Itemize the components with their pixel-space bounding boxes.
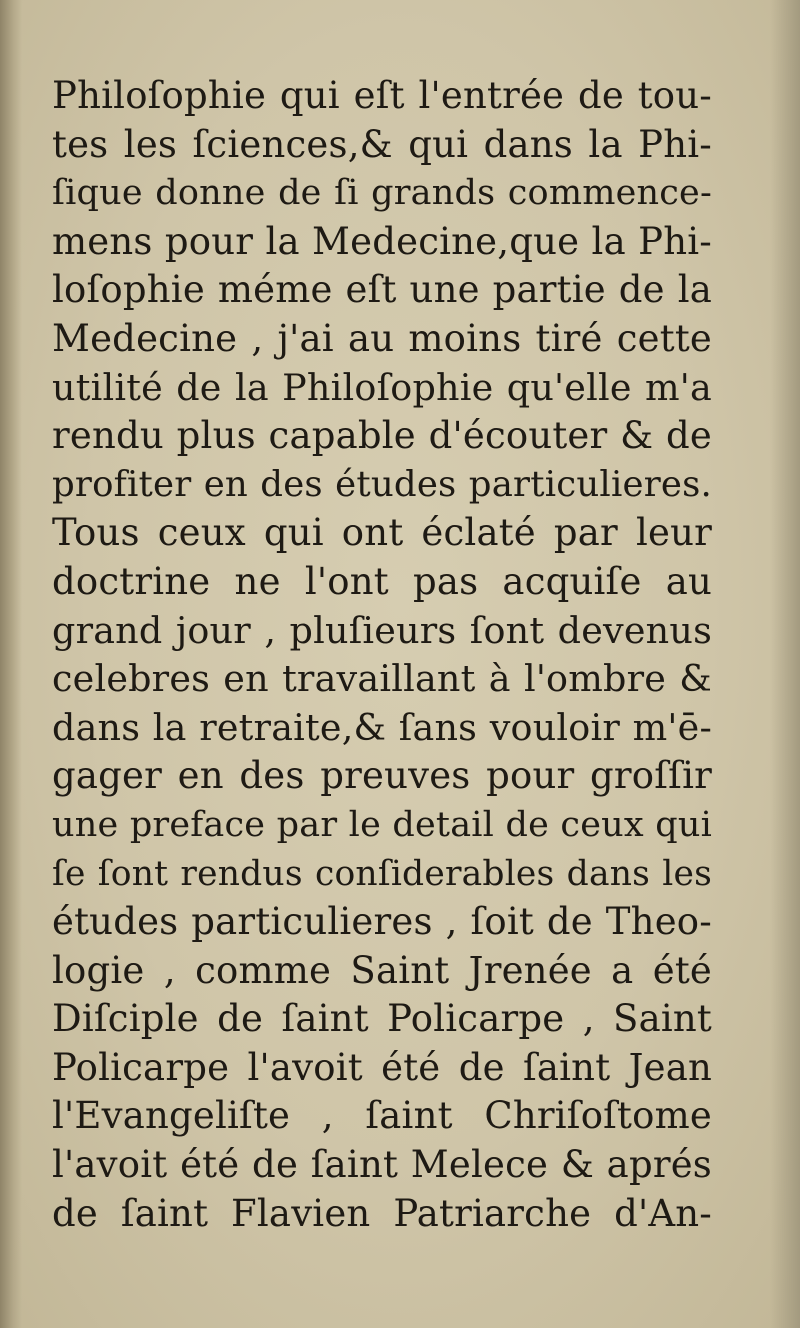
text-line: celebres en travaillant à l'ombre & [52, 657, 712, 701]
text-line: Tous ceux qui ont éclaté par leur [52, 511, 712, 555]
text-line: l'Evangeliſte , ſaint Chriſoſtome [52, 1094, 712, 1138]
text-line: Philoſophie qui eſt l'entrée de tou- [52, 74, 712, 117]
text-line: grand jour , pluſieurs ſont devenus [52, 608, 712, 652]
text-line: gager en des preuves pour groſſir [52, 754, 712, 798]
text-line: dans la retraite,& ſans vouloir m'ē- [52, 705, 712, 749]
text-line: ſe ſont rendus conſiderables dans les [52, 853, 712, 894]
text-line: doctrine ne l'ont pas acquiſe au [52, 559, 712, 603]
text-line: utilité de la Philoſophie qu'elle m'a [52, 365, 712, 409]
text-line: tes les ſciences,& qui dans la Phi- [52, 122, 712, 166]
text-line: Policarpe l'avoit été de ſaint Jean [52, 1045, 712, 1089]
text-line: profiter en des études particulieres. [52, 463, 712, 505]
page-edge-shadow [770, 0, 800, 1328]
text-line: ſique donne de ſi grands commence- [52, 173, 712, 214]
body-text [52, 72, 712, 1238]
text-line: mens pour la Medecine,que la Phi- [52, 219, 712, 263]
text-line: logie , comme Saint Jrenée a été [52, 948, 712, 992]
page-gutter-shadow [0, 0, 22, 1328]
text-line: une preface par le detail de ceux qui [52, 804, 712, 845]
text-line: études particulieres , ſoit de Theo- [52, 900, 712, 944]
text-line: rendu plus capable d'écouter & de [52, 414, 712, 458]
text-line: loſophie méme eſt une partie de la [52, 268, 712, 312]
text-line: de ſaint Flavien Patriarche d'An- [52, 1191, 712, 1235]
text-line: Diſciple de ſaint Policarpe , Saint [52, 997, 712, 1041]
text-line: Medecine , j'ai au moins tiré cette [52, 316, 712, 360]
text-line: l'avoit été de ſaint Melece & aprés [52, 1143, 712, 1187]
